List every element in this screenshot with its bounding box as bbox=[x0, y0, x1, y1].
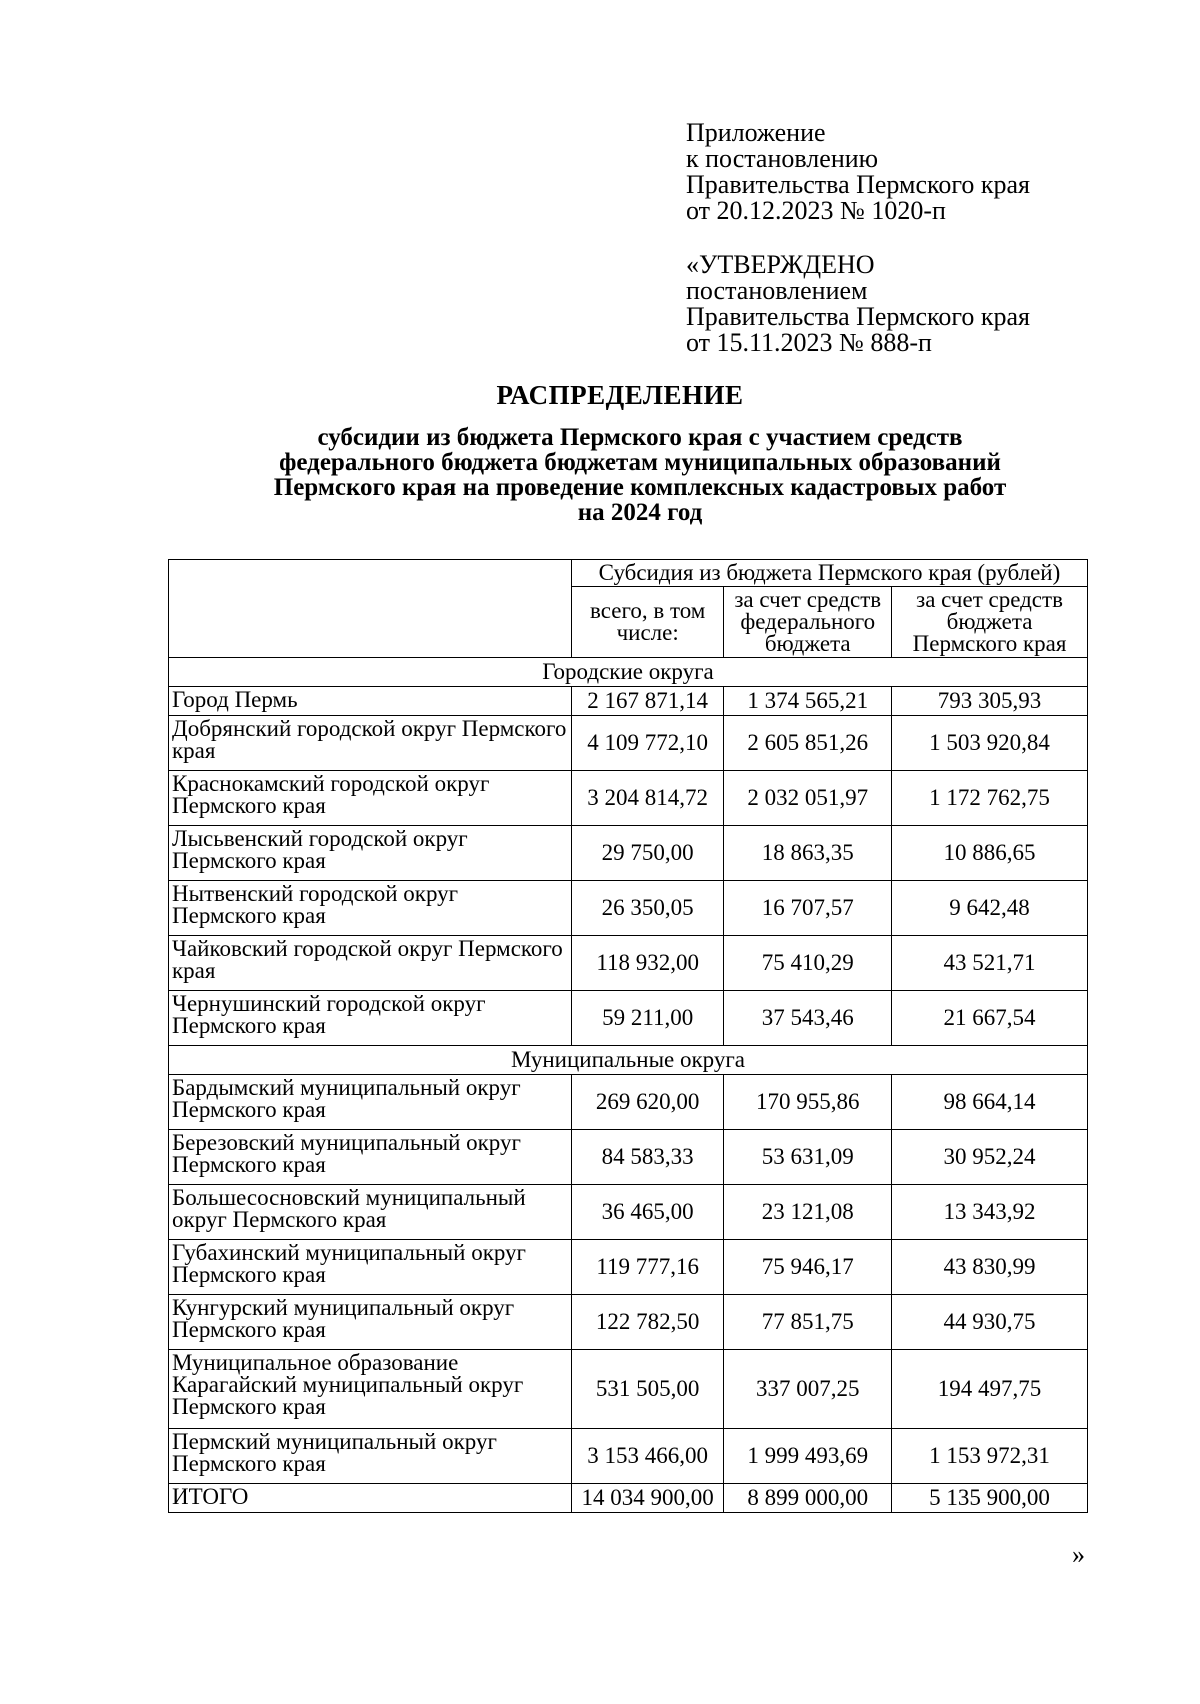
row-total: 59 211,00 bbox=[571, 991, 723, 1046]
row-regional: 43 830,99 bbox=[892, 1240, 1088, 1295]
table-row bbox=[169, 687, 1088, 716]
row-regional: 1 503 920,84 bbox=[892, 716, 1088, 771]
section-row bbox=[169, 1046, 1088, 1075]
row-regional: 43 521,71 bbox=[892, 936, 1088, 991]
row-total: 26 350,05 bbox=[571, 881, 723, 936]
row-name: Добрянский городской округ Пермского края bbox=[169, 716, 572, 771]
row-name: Чернушинский городской округ Пермского края bbox=[169, 991, 572, 1046]
row-federal: 75 410,29 bbox=[724, 936, 892, 991]
row-total: 4 109 772,10 bbox=[571, 716, 723, 771]
header-total: всего, в том числе: bbox=[571, 587, 723, 658]
row-regional: 44 930,75 bbox=[892, 1295, 1088, 1350]
row-regional: 21 667,54 bbox=[892, 991, 1088, 1046]
row-total: 531 505,00 bbox=[571, 1350, 723, 1429]
table-row bbox=[169, 881, 1088, 936]
appendix-line: от 20.12.2023 № 1020-п bbox=[686, 196, 946, 225]
row-total: 29 750,00 bbox=[571, 826, 723, 881]
row-name: Чайковский городской округ Пермского края bbox=[169, 936, 572, 991]
row-total: 36 465,00 bbox=[571, 1185, 723, 1240]
table-row bbox=[169, 771, 1088, 826]
row-total: 14 034 900,00 bbox=[571, 1484, 723, 1513]
row-name: Лысьвенский городской округ Пермского края bbox=[169, 826, 572, 881]
row-federal: 2 032 051,97 bbox=[724, 771, 892, 826]
approval-line: от 15.11.2023 № 888-п bbox=[686, 328, 932, 357]
appendix-line: к постановлению bbox=[686, 144, 879, 173]
approval-block bbox=[686, 252, 1030, 356]
approval-line: «УТВЕРЖДЕНО bbox=[686, 250, 875, 279]
row-total: 3 153 466,00 bbox=[571, 1429, 723, 1484]
row-total: 2 167 871,14 bbox=[571, 687, 723, 716]
row-federal: 2 605 851,26 bbox=[724, 716, 892, 771]
row-name: Губахинский муниципальный округ Пермского края bbox=[169, 1240, 572, 1295]
row-regional: 9 642,48 bbox=[892, 881, 1088, 936]
row-total: 122 782,50 bbox=[571, 1295, 723, 1350]
table-row bbox=[169, 1295, 1088, 1350]
row-regional: 793 305,93 bbox=[892, 687, 1088, 716]
subtitle-line: субсидии из бюджета Пермского края с участием средств bbox=[317, 424, 963, 451]
row-federal: 337 007,25 bbox=[724, 1350, 892, 1429]
row-total: 3 204 814,72 bbox=[571, 771, 723, 826]
table-row bbox=[169, 716, 1088, 771]
document-title: РАСПРЕДЕЛЕНИЕ bbox=[496, 380, 744, 410]
row-name: Пермский муниципальный округ Пермского края bbox=[169, 1429, 572, 1484]
row-regional: 1 153 972,31 bbox=[892, 1429, 1088, 1484]
closing-quote: » bbox=[1072, 1540, 1085, 1569]
row-regional: 1 172 762,75 bbox=[892, 771, 1088, 826]
row-name: Краснокамский городской округ Пермского края bbox=[169, 771, 572, 826]
row-name: Муниципальное образование Карагайский муниципальный округ Пермского края bbox=[169, 1350, 572, 1429]
row-regional: 30 952,24 bbox=[892, 1130, 1088, 1185]
distribution-table bbox=[168, 559, 1088, 1513]
row-federal: 53 631,09 bbox=[724, 1130, 892, 1185]
table-row bbox=[169, 1484, 1088, 1513]
subtitle-line: Пермского края на проведение комплексных кадастровых работ bbox=[273, 474, 1007, 501]
row-total: 118 932,00 bbox=[571, 936, 723, 991]
appendix-block bbox=[686, 120, 1030, 224]
document-subtitle bbox=[190, 425, 1090, 525]
approval-line: Правительства Пермского края bbox=[686, 302, 1030, 331]
row-federal: 1 999 493,69 bbox=[724, 1429, 892, 1484]
table-row bbox=[169, 1240, 1088, 1295]
row-name: Большесосновский муниципальный округ Пермского края bbox=[169, 1185, 572, 1240]
row-total: 269 620,00 bbox=[571, 1075, 723, 1130]
row-federal: 1 374 565,21 bbox=[724, 687, 892, 716]
row-federal: 77 851,75 bbox=[724, 1295, 892, 1350]
row-regional: 194 497,75 bbox=[892, 1350, 1088, 1429]
row-name: ИТОГО bbox=[169, 1484, 572, 1513]
row-federal: 8 899 000,00 bbox=[724, 1484, 892, 1513]
header-empty-cell bbox=[169, 560, 572, 658]
header-regional: за счет средств бюджета Пермского края bbox=[892, 587, 1088, 658]
row-regional: 5 135 900,00 bbox=[892, 1484, 1088, 1513]
row-federal: 37 543,46 bbox=[724, 991, 892, 1046]
row-total: 119 777,16 bbox=[571, 1240, 723, 1295]
section-urban-districts: Городские округа bbox=[169, 658, 1088, 687]
row-regional: 13 343,92 bbox=[892, 1185, 1088, 1240]
table-row bbox=[169, 1075, 1088, 1130]
group-header: Субсидия из бюджета Пермского края (рублей) bbox=[571, 560, 1087, 587]
section-municipal-districts: Муниципальные округа bbox=[169, 1046, 1088, 1075]
table-row bbox=[169, 826, 1088, 881]
row-regional: 10 886,65 bbox=[892, 826, 1088, 881]
approval-line: постановлением bbox=[686, 276, 868, 305]
row-regional: 98 664,14 bbox=[892, 1075, 1088, 1130]
header-federal: за счет средств федерального бюджета bbox=[724, 587, 892, 658]
row-name: Кунгурский муниципальный округ Пермского края bbox=[169, 1295, 572, 1350]
row-name: Березовский муниципальный округ Пермского края bbox=[169, 1130, 572, 1185]
row-federal: 16 707,57 bbox=[724, 881, 892, 936]
subtitle-line: федерального бюджета бюджетам муниципальных образований bbox=[279, 449, 1001, 476]
row-federal: 75 946,17 bbox=[724, 1240, 892, 1295]
row-federal: 18 863,35 bbox=[724, 826, 892, 881]
row-name: Бардымский муниципальный округ Пермского края bbox=[169, 1075, 572, 1130]
table-row bbox=[169, 1185, 1088, 1240]
row-name: Нытвенский городской округ Пермского края bbox=[169, 881, 572, 936]
table-row bbox=[169, 1350, 1088, 1429]
row-total: 84 583,33 bbox=[571, 1130, 723, 1185]
table-row bbox=[169, 936, 1088, 991]
table-row bbox=[169, 1130, 1088, 1185]
subtitle-line: на 2024 год bbox=[577, 499, 703, 526]
table-row bbox=[169, 1429, 1088, 1484]
table-row bbox=[169, 991, 1088, 1046]
row-name: Город Пермь bbox=[169, 687, 572, 716]
appendix-line: Приложение bbox=[686, 118, 826, 147]
appendix-line: Правительства Пермского края bbox=[686, 170, 1030, 199]
row-federal: 23 121,08 bbox=[724, 1185, 892, 1240]
row-federal: 170 955,86 bbox=[724, 1075, 892, 1130]
